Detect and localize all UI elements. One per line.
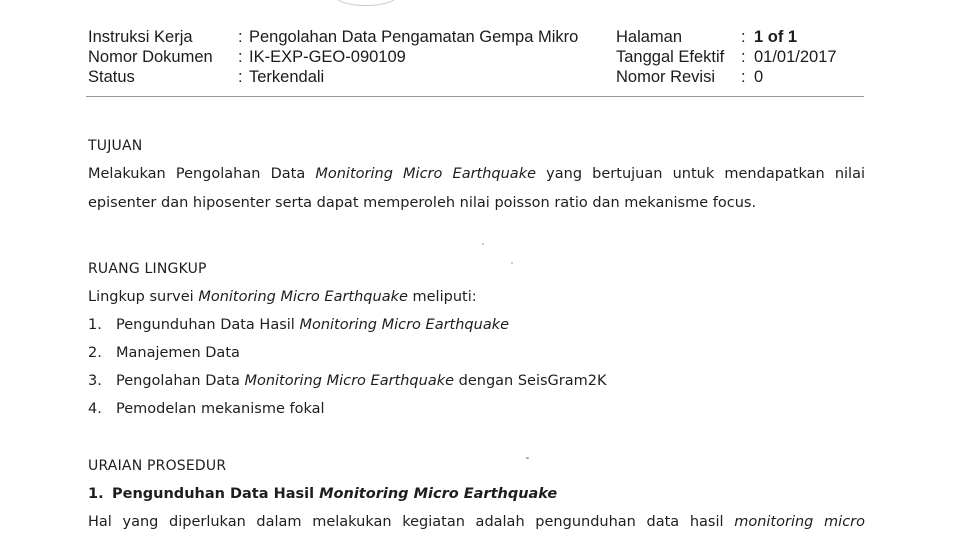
header-value-status: Terkendali [249, 68, 325, 86]
header-value-nomor-revisi: 0 [754, 68, 764, 86]
logo-arc-fragment [335, 0, 397, 6]
header-label-nomor-revisi: Nomor Revisi [616, 68, 716, 86]
header-label-instruksi: Instruksi Kerja [88, 28, 193, 46]
list-item-number: 4. [88, 401, 102, 417]
scan-speck [526, 457, 529, 459]
tujuan-line-2: episenter dan hiposenter serta dapat memperoleh nilai poisson ratio dan mekanisme focus. [88, 195, 757, 211]
header-divider [86, 96, 864, 97]
header-colon: : [741, 28, 746, 46]
section-title-uraian-prosedur: URAIAN PROSEDUR [88, 458, 227, 474]
tujuan-text-italic: Monitoring Micro Earthquake [315, 166, 537, 182]
list-item-text: Pemodelan mekanisme fokal [116, 401, 325, 417]
list-item-number: 2. [88, 345, 102, 361]
paragraph-text-italic: monitoring micro [734, 514, 865, 530]
subsection-text: Pengunduhan Data Hasil [112, 486, 320, 502]
header-value-tanggal-efektif: 01/01/2017 [754, 48, 837, 66]
list-item-number: 3. [88, 373, 102, 389]
list-item-text: Manajemen Data [116, 345, 240, 361]
paragraph-text: Hal yang diperlukan dalam melakukan kegiatan adalah pengunduhan data hasil [88, 514, 735, 530]
ruang-lingkup-intro [88, 289, 865, 305]
intro-text-italic: Monitoring Micro Earthquake [198, 289, 408, 305]
list-item-text-tail: dengan SeisGram2K [454, 373, 607, 389]
list-item-number: 1. [88, 317, 102, 333]
intro-text-c: meliputi: [407, 289, 477, 305]
header-label-tanggal-efektif: Tanggal Efektif [616, 48, 725, 66]
section-title-tujuan: TUJUAN [88, 138, 143, 154]
uraian-paragraph-line [88, 514, 865, 530]
subsection-text-italic: Monitoring Micro Earthquake [319, 486, 558, 502]
intro-text-a: Lingkup survei [88, 289, 199, 305]
section-title-ruang-lingkup: RUANG LINGKUP [88, 261, 207, 277]
subsection-title [88, 486, 865, 502]
header-label-nomor-dokumen: Nomor Dokumen [88, 48, 213, 66]
list-item-text-italic: Monitoring Micro Earthquake [244, 373, 455, 389]
subsection-number: 1. [88, 486, 104, 502]
scan-speck [482, 243, 484, 245]
header-colon: : [238, 48, 243, 66]
header-colon: : [741, 68, 746, 86]
tujuan-text-c: yang bertujuan untuk mendapatkan nilai [536, 166, 866, 182]
list-item-text-italic: Monitoring Micro Earthquake [299, 317, 510, 333]
list-item [88, 373, 865, 389]
tujuan-line-1 [88, 166, 865, 182]
header-value-nomor-dokumen: IK-EXP-GEO-090109 [249, 48, 406, 66]
scan-speck [511, 262, 513, 264]
header-colon: : [238, 28, 243, 46]
header-label-status: Status [88, 68, 135, 86]
list-item [88, 345, 865, 361]
header-label-halaman: Halaman [616, 28, 683, 46]
header-value-halaman [754, 27, 797, 47]
list-item-text: Pengolahan Data [116, 373, 245, 389]
list-item [88, 317, 865, 333]
list-item [88, 401, 865, 417]
header-value-instruksi: Pengolahan Data Pengamatan Gempa Mikro [249, 28, 579, 46]
header-colon: : [238, 68, 243, 86]
header-colon: : [741, 48, 746, 66]
tujuan-text-a: Melakukan Pengolahan Data [88, 166, 316, 182]
header-value-halaman-text: 1 of 1 [754, 28, 798, 46]
list-item-text: Pengunduhan Data Hasil [116, 317, 300, 333]
